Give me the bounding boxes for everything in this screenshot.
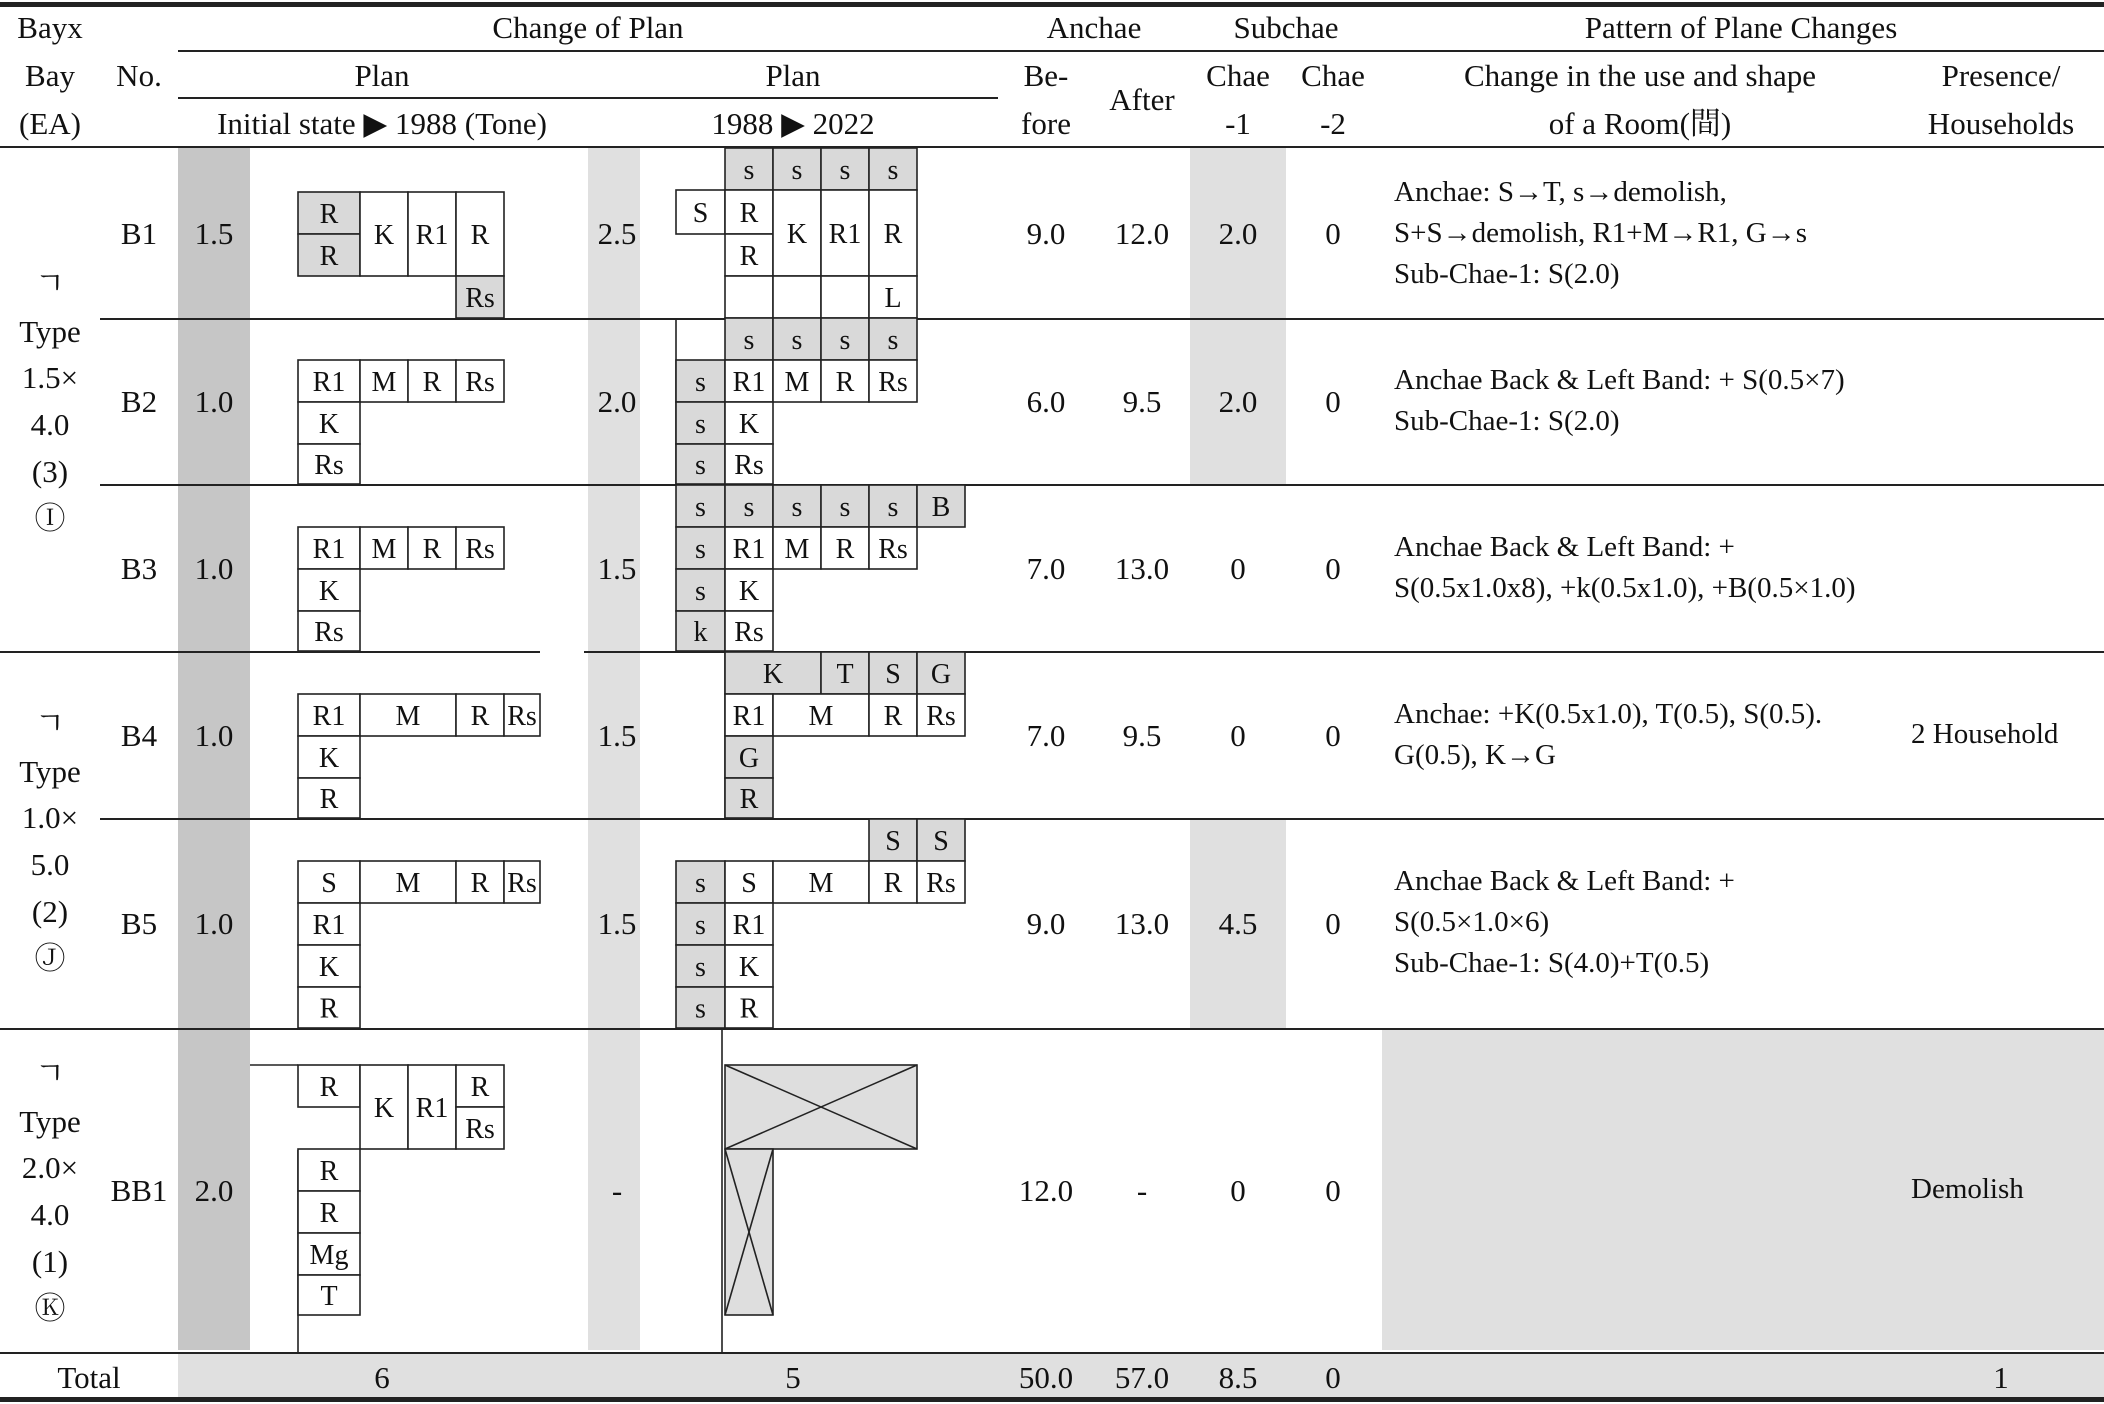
row-bb1-chae2: 0 [1325,1173,1341,1208]
plan-cell-label: Rs [465,534,495,565]
plan-cell-label: s [887,155,899,186]
plan-cell-label: R1 [732,701,766,732]
row-b4-initial: 1.0 [194,718,234,753]
row-bb1-after: - [1136,1173,1148,1208]
plan-cell-label: Rs [926,701,956,732]
plan-cell-label: s [695,450,706,481]
header-chae1-2: -1 [1225,106,1251,141]
row-b4-pattern-2: G(0.5), K→G [1394,739,1556,771]
plan-cell-label: Rs [507,701,537,732]
plan-cell-label: K [738,576,760,607]
plan-cell-label: K [318,952,340,983]
row-b3-pattern-1: Anchae Back & Left Band: + [1394,531,1735,563]
plan-cell-label: Rs [314,617,344,648]
plan-cell-label: s [695,367,706,398]
header-before-1: Be- [1023,58,1069,93]
header-change-use-2: of a Room(間) [1548,106,1732,141]
row-b2-1988: 2.0 [597,384,637,419]
row-b4-pattern-1: Anchae: +K(0.5x1.0), T(0.5), S(0.5). [1394,698,1823,730]
plan-cell-label: Rs [507,868,537,899]
plan-cell-label: K [786,219,808,250]
row-b1-after: 12.0 [1114,216,1170,251]
plan-cell-label: Rs [734,450,764,481]
row-b2-chae1: 2.0 [1218,384,1258,419]
plan-cell-label: M [784,367,810,398]
plan-cell-label: Rs [465,1114,495,1145]
plan-cell-label: M [371,534,397,565]
plan-cell-label: R1 [312,367,346,398]
plan-cell-label: R [319,1156,339,1187]
group-3-line-5: (1) [31,1244,69,1279]
plan-cell-label: M [808,701,834,732]
row-b1-1988: 2.5 [597,216,637,251]
plan-cell-label: Rs [878,367,908,398]
plan-cell-label: s [791,492,803,523]
plan-cell-label: S [741,868,757,899]
group-2-line-2: Type [19,754,81,789]
row-b4-chae1: 0 [1230,718,1246,753]
plan-cell-label: R [883,219,903,250]
plan-cell-label: Rs [734,617,764,648]
header-subchae: Subchae [1233,10,1339,45]
header-anchae: Anchae [1046,10,1142,45]
group-1-line-6: Ⓘ [34,501,66,536]
row-b3-chae1: 0 [1230,551,1246,586]
plan-cell-label: R [739,241,759,272]
plan-cell-label: R [319,993,339,1025]
plan-cell-label: s [695,910,706,941]
row-b3-pattern-2: S(0.5x1.0x8), +k(0.5x1.0), +B(0.5×1.0) [1394,572,1856,604]
plan-cell-label: R [319,1072,339,1103]
plan-cell-label: s [743,492,755,523]
plan-cell-label: T [320,1281,338,1312]
header-change-use-1: Change in the use and shape [1463,58,1817,93]
plan-cell-label: S [933,826,949,857]
plan-cell-label: R [319,784,339,815]
plan-cell-label: R [470,1072,490,1103]
group-1-line-3: 1.5× [21,360,79,395]
row-b5-initial: 1.0 [194,906,234,941]
plan-cell-label: R [422,367,442,398]
row-b1-pattern-1: Anchae: S→T, s→demolish, [1394,176,1727,208]
row-b2-before: 6.0 [1026,384,1066,419]
plan-cell-label: R [883,868,903,899]
plan-cell-label: k [693,617,708,648]
group-3-line-2: Type [19,1104,81,1139]
plan-cell-label: R [883,701,903,732]
plan-cell-label: s [839,325,851,356]
row-b2-chae2: 0 [1325,384,1341,419]
plan-cell-label: S [885,826,901,857]
row-b3-initial: 1.0 [194,551,234,586]
header-no: No. [116,58,162,93]
plan-cell-label: s [743,155,755,186]
header-plan-1-sub: Initial state ▶ 1988 (Tone) [217,106,547,141]
row-b3-after: 13.0 [1114,551,1170,586]
plan-cell-label: Rs [465,367,495,398]
row-b1-initial: 1.5 [194,216,234,251]
row-b5-chae1: 4.5 [1218,906,1258,941]
plan-cell-label: S [692,198,709,229]
total-label: Total [57,1360,121,1395]
row-b5-pattern-1: Anchae Back & Left Band: + [1394,865,1735,897]
plan-cell-label: s [695,409,706,440]
plan-cell-label: R [319,241,339,272]
plan-cell-label: Mg [309,1240,349,1271]
group-3-line-4: 4.0 [30,1197,70,1232]
header-bay-2: Bay [25,58,75,93]
plan-cell-label: R [319,1198,339,1229]
plan-cell-label: K [738,409,760,440]
group-1-line-4: 4.0 [30,407,70,442]
plan-cell [773,276,821,318]
header-chae1-1: Chae [1206,58,1270,93]
row-b4-1988: 1.5 [597,718,637,753]
row-b2-pattern-1: Anchae Back & Left Band: + S(0.5×7) [1394,364,1845,396]
group-1-line-1: ㄱ [35,266,65,301]
row-b1-chae1: 2.0 [1218,216,1258,251]
header-bay-1: Bayx [17,10,83,45]
row-b1-no: B1 [120,216,158,251]
plan-cell-label: Rs [926,868,956,899]
plan-cell [725,276,773,318]
row-b1-chae2: 0 [1325,216,1341,251]
plan-cell-label: K [762,659,784,690]
row-b4-chae2: 0 [1325,718,1341,753]
row-b2-initial: 1.0 [194,384,234,419]
plan-cell-label: R1 [312,534,346,565]
row-b5-1988: 1.5 [597,906,637,941]
row-b5-after: 13.0 [1114,906,1170,941]
row-b3-before: 7.0 [1026,551,1066,586]
plan-cell-label: s [791,155,803,186]
plan-cell-label: R1 [732,367,766,398]
row-b5-no: B5 [120,906,158,941]
row-b4-after: 9.5 [1122,718,1162,753]
plan-cell-label: M [784,534,810,565]
plan-cell-label: M [395,701,421,732]
plan-cell-label: K [373,1093,395,1124]
plan-cell-label: Rs [314,450,344,481]
plan-cell-label: R1 [312,701,346,732]
plan-cell-label: R [422,534,442,565]
plan-cell-label: R1 [828,219,862,250]
group-2-line-4: 5.0 [30,847,70,882]
row-bb1-chae1: 0 [1230,1173,1246,1208]
plan-cell-label: L [884,283,902,314]
row-b4-presence: 2 Household [1911,718,2059,750]
row-bb1-initial: 2.0 [194,1173,234,1208]
plan-cell-label: G [738,743,760,774]
plan-cell-label: R1 [312,910,346,941]
total-presence: 1 [1993,1360,2009,1395]
plan-cell-label: S [321,868,337,899]
header-plan-1: Plan [354,58,410,93]
header-after: After [1109,82,1175,117]
header-plan-2: Plan [765,58,821,93]
group-3-line-3: 2.0× [21,1150,79,1185]
plan-cell-label: K [318,576,340,607]
row-b4-before: 7.0 [1026,718,1066,753]
row-b5-pattern-3: Sub-Chae-1: S(4.0)+T(0.5) [1394,947,1710,979]
row-b3-1988: 1.5 [597,551,637,586]
plan-cell-label: M [808,868,834,899]
group-1-line-2: Type [19,314,81,349]
row-bb1-1988: - [611,1173,623,1208]
row-b1-before: 9.0 [1026,216,1066,251]
plan-cell-label: s [791,325,803,356]
plan-cell-label: R [835,534,855,565]
plan-cell-label: R [470,701,490,732]
total-plan2: 5 [785,1360,801,1395]
plan-cell-label: R [835,367,855,398]
row-b1-pattern-2: S+S→demolish, R1+M→R1, G→s [1394,217,1807,249]
header-bay-3: (EA) [19,106,81,141]
row-b3-no: B3 [120,551,158,586]
plan-cell-label: s [887,325,899,356]
row-b5-before: 9.0 [1026,906,1066,941]
total-chae2: 0 [1325,1360,1341,1395]
row-bb1-before: 12.0 [1018,1173,1074,1208]
total-before: 50.0 [1018,1360,1074,1395]
plan-cell-label: R1 [732,534,766,565]
plan-cell-label: R1 [732,910,766,941]
plan-cell-label: s [695,993,706,1025]
group-3-line-1: ㄱ [35,1056,65,1091]
plan-cell-label: s [839,492,851,523]
header-plan-2-sub: 1988 ▶ 2022 [711,106,875,141]
header-chae2-2: -2 [1320,106,1346,141]
plan-cell-label: R1 [415,1093,449,1124]
header-presence-2: Households [1927,106,2075,141]
row-b2-pattern-2: Sub-Chae-1: S(2.0) [1394,405,1620,437]
plan-cell-label: G [930,659,952,690]
group-1-line-5: (3) [31,454,69,489]
plan-cell-label: Rs [878,534,908,565]
plan-cell-label: s [695,576,706,607]
row-b1-pattern-3: Sub-Chae-1: S(2.0) [1394,258,1620,290]
plan-cell-label: R [739,198,759,229]
plan-cell-label: R [470,868,490,899]
row-b2-after: 9.5 [1122,384,1162,419]
group-2-line-3: 1.0× [21,800,79,835]
group-3-line-6: Ⓚ [34,1291,66,1326]
plan-cell-label: M [371,367,397,398]
header-chae2-1: Chae [1301,58,1365,93]
header-pattern: Pattern of Plane Changes [1584,10,1898,45]
plan-cell-label: s [695,534,706,565]
plan-cell-label: R [319,199,339,230]
plan-cell-label: S [885,659,901,690]
header-change-of-plan: Change of Plan [492,10,684,45]
plan-cell-label: s [695,868,706,899]
total-chae1: 8.5 [1218,1360,1258,1395]
group-2-line-5: (2) [31,894,69,929]
plan-cell-label: R [739,993,759,1025]
row-b2-no: B2 [120,384,158,419]
group-2-line-6: Ⓙ [34,941,66,976]
plan-cell-label: s [839,155,851,186]
total-after: 57.0 [1114,1360,1170,1395]
row-bb1-presence: Demolish [1911,1173,2024,1205]
plan-cell-label: Rs [465,283,495,314]
header-before-2: fore [1021,106,1071,141]
plan-cell-label: B [931,492,951,523]
plan-cell-label: s [887,492,899,523]
plan-cell-label: T [836,659,854,690]
plan-cell-label: R1 [415,220,449,251]
row-b5-pattern-2: S(0.5×1.0×6) [1394,906,1550,938]
plan-cell-label: s [743,325,755,356]
plan-cell-label: R [739,784,759,815]
group-2-line-1: ㄱ [35,706,65,741]
plan-cell-label: K [738,952,760,983]
plan-cell-label: K [373,220,395,251]
plan-cell-label: s [695,492,706,523]
plan-cell-label: s [695,952,706,983]
plan-cell-label: R [470,220,490,251]
row-bb1-no: BB1 [110,1173,168,1208]
plan-cell-label: M [395,868,421,899]
row-b4-no: B4 [120,718,158,753]
plan-cell-label: K [318,409,340,440]
plan-cell-label: K [318,743,340,774]
row-b3-chae2: 0 [1325,551,1341,586]
row-b5-chae2: 0 [1325,906,1341,941]
total-plan1: 6 [374,1360,390,1395]
header-presence-1: Presence/ [1941,58,2061,93]
plan-cell [821,276,869,318]
